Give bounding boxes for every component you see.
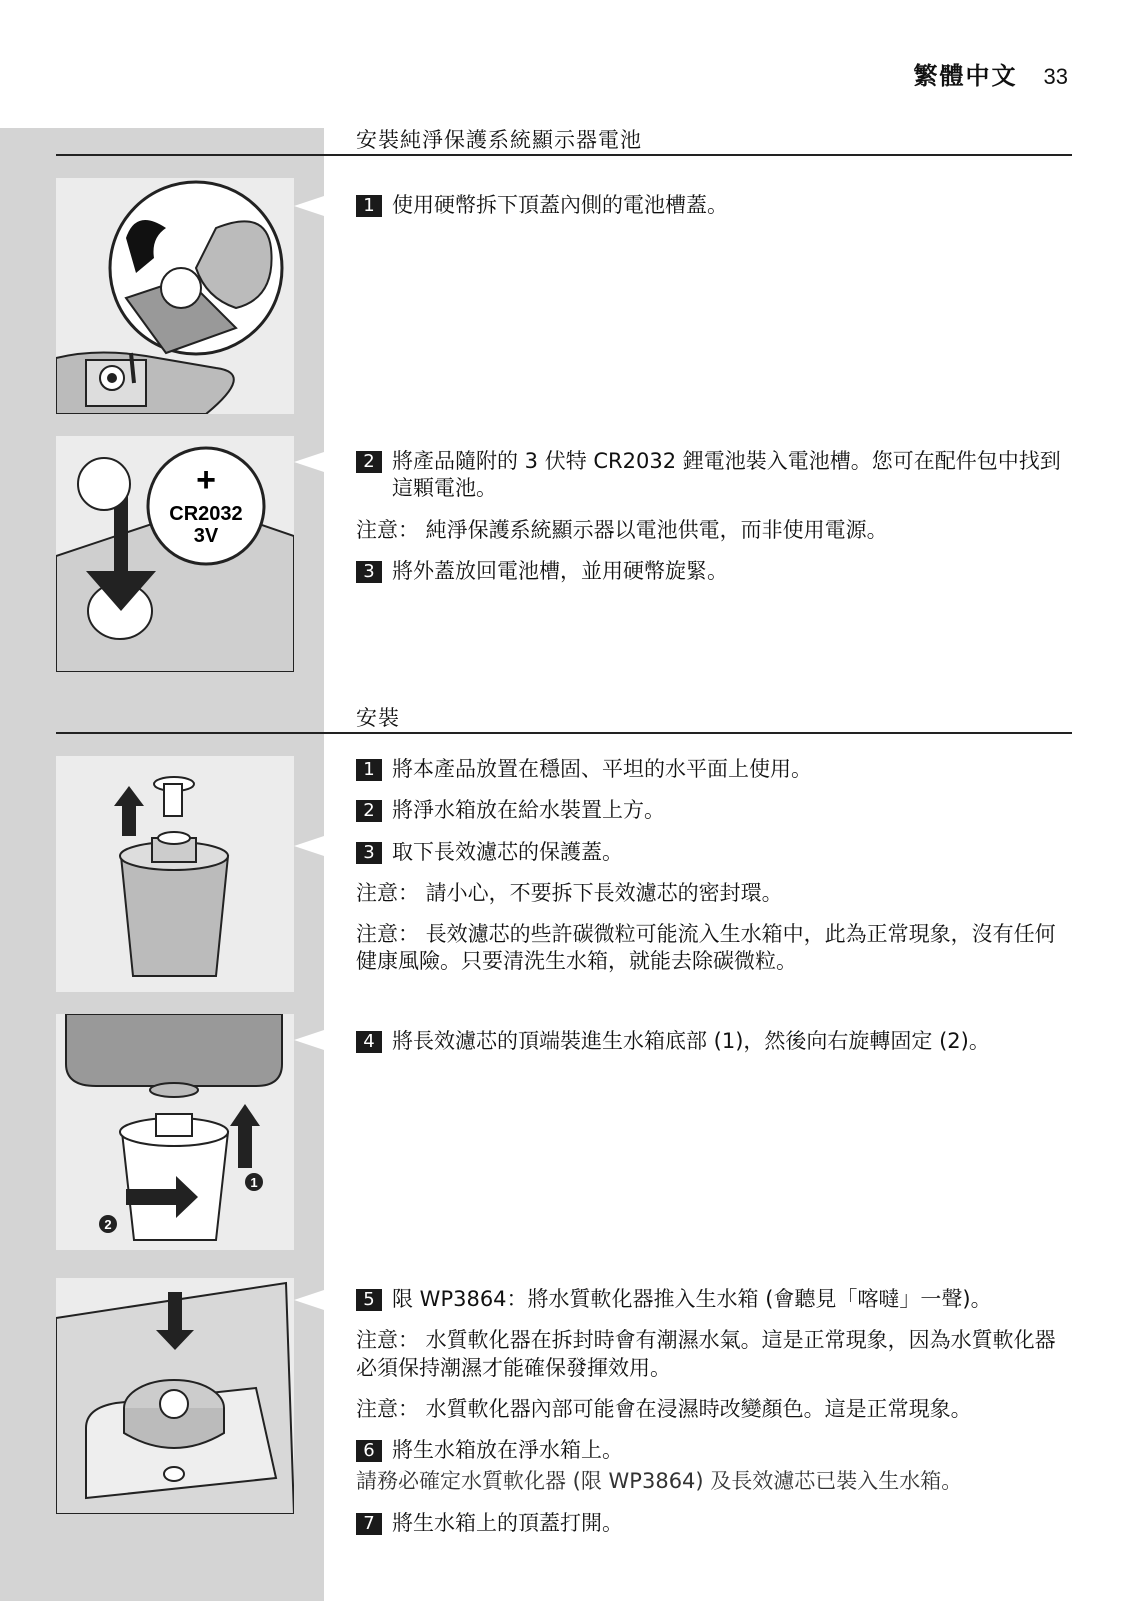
step-number: 2 (356, 451, 382, 473)
coin-model-label: CR2032 (169, 503, 243, 525)
battery-step-1 (356, 192, 1076, 233)
step-number: 1 (356, 195, 382, 217)
illustration-pointer (294, 196, 324, 216)
illustration-insert-battery (56, 436, 294, 672)
install-step-4 (356, 1028, 1076, 1069)
page-number: 33 (1043, 64, 1068, 89)
step-number: 7 (356, 1513, 382, 1535)
section-title-install: 安裝 (356, 706, 400, 730)
step-number: 2 (356, 800, 382, 822)
page-header (914, 56, 1068, 91)
coin-plus-sign: + (196, 461, 216, 499)
coin-voltage-label: 3V (193, 525, 219, 547)
illustration-pointer (294, 836, 324, 856)
note-text: 注意： 請小心，不要拆下長效濾芯的密封環。 (356, 880, 783, 905)
illustration-filter-cap-removal (56, 756, 294, 992)
note-text: 注意： 水質軟化器在拆封時會有潮濕水氣。這是正常現象，因為水質軟化器必須保持潮濕才能確保發揮效用。 (356, 1328, 1056, 1380)
step-text: 使用硬幣拆下頂蓋內側的電池槽蓋。 (392, 193, 728, 217)
step-text: 將生水箱放在淨水箱上。 (392, 1438, 623, 1463)
note-text: 注意： 純淨保護系統顯示器以電池供電，而非使用電源。 (356, 517, 888, 542)
illustration-pointer (294, 452, 324, 472)
illustration-insert-softener (56, 1278, 294, 1514)
step-number: 5 (356, 1289, 382, 1311)
step-subtext: 請務必確定水質軟化器 (限 WP3864) 及長效濾芯已裝入生水箱。 (356, 1469, 963, 1494)
illustration-attach-filter (56, 1014, 294, 1250)
step-text: 將淨水箱放在給水裝置上方。 (392, 798, 665, 823)
install-steps-1-3 (356, 756, 1076, 990)
note-text: 注意： 水質軟化器內部可能會在浸濕時改變顏色。這是正常現象。 (356, 1396, 972, 1421)
step-text: 將外蓋放回電池槽，並用硬幣旋緊。 (392, 558, 728, 583)
battery-steps-2-3 (356, 448, 1076, 599)
language-label: 繁體中文 (913, 62, 1018, 90)
section-title-battery: 安裝純淨保護系統顯示器電池 (356, 128, 642, 152)
step-text: 將生水箱上的頂蓋打開。 (392, 1510, 623, 1535)
section-rule (56, 154, 1072, 156)
marker-1-label: 1 (250, 1175, 258, 1190)
step-text: 將本產品放置在穩固、平坦的水平面上使用。 (392, 757, 812, 781)
step-text: 取下長效濾芯的保護蓋。 (392, 839, 623, 864)
step-text: 將產品隨附的 3 伏特 CR2032 鋰電池裝入電池槽。您可在配件包中找到這顆電池。 (392, 449, 1061, 501)
step-number: 4 (356, 1031, 382, 1053)
illustration-pointer (294, 1030, 324, 1050)
step-number: 6 (356, 1440, 382, 1462)
illustration-remove-battery-cover (56, 178, 294, 414)
marker-2-label: 2 (104, 1217, 112, 1232)
step-number: 3 (356, 561, 382, 583)
illustration-pointer (294, 1290, 324, 1310)
install-steps-5-7 (356, 1286, 1076, 1551)
step-text: 將長效濾芯的頂端裝進生水箱底部 (1)，然後向右旋轉固定 (2)。 (392, 1029, 990, 1053)
step-number: 3 (356, 842, 382, 864)
section-rule (56, 732, 1072, 734)
step-number: 1 (356, 759, 382, 781)
step-text: 限 WP3864：將水質軟化器推入生水箱 (會聽見「喀噠」一聲)。 (392, 1287, 992, 1311)
note-text: 注意： 長效濾芯的些許碳微粒可能流入生水箱中，此為正常現象，沒有任何健康風險。只要清洗生水箱，就能去除碳微粒。 (356, 922, 1056, 974)
